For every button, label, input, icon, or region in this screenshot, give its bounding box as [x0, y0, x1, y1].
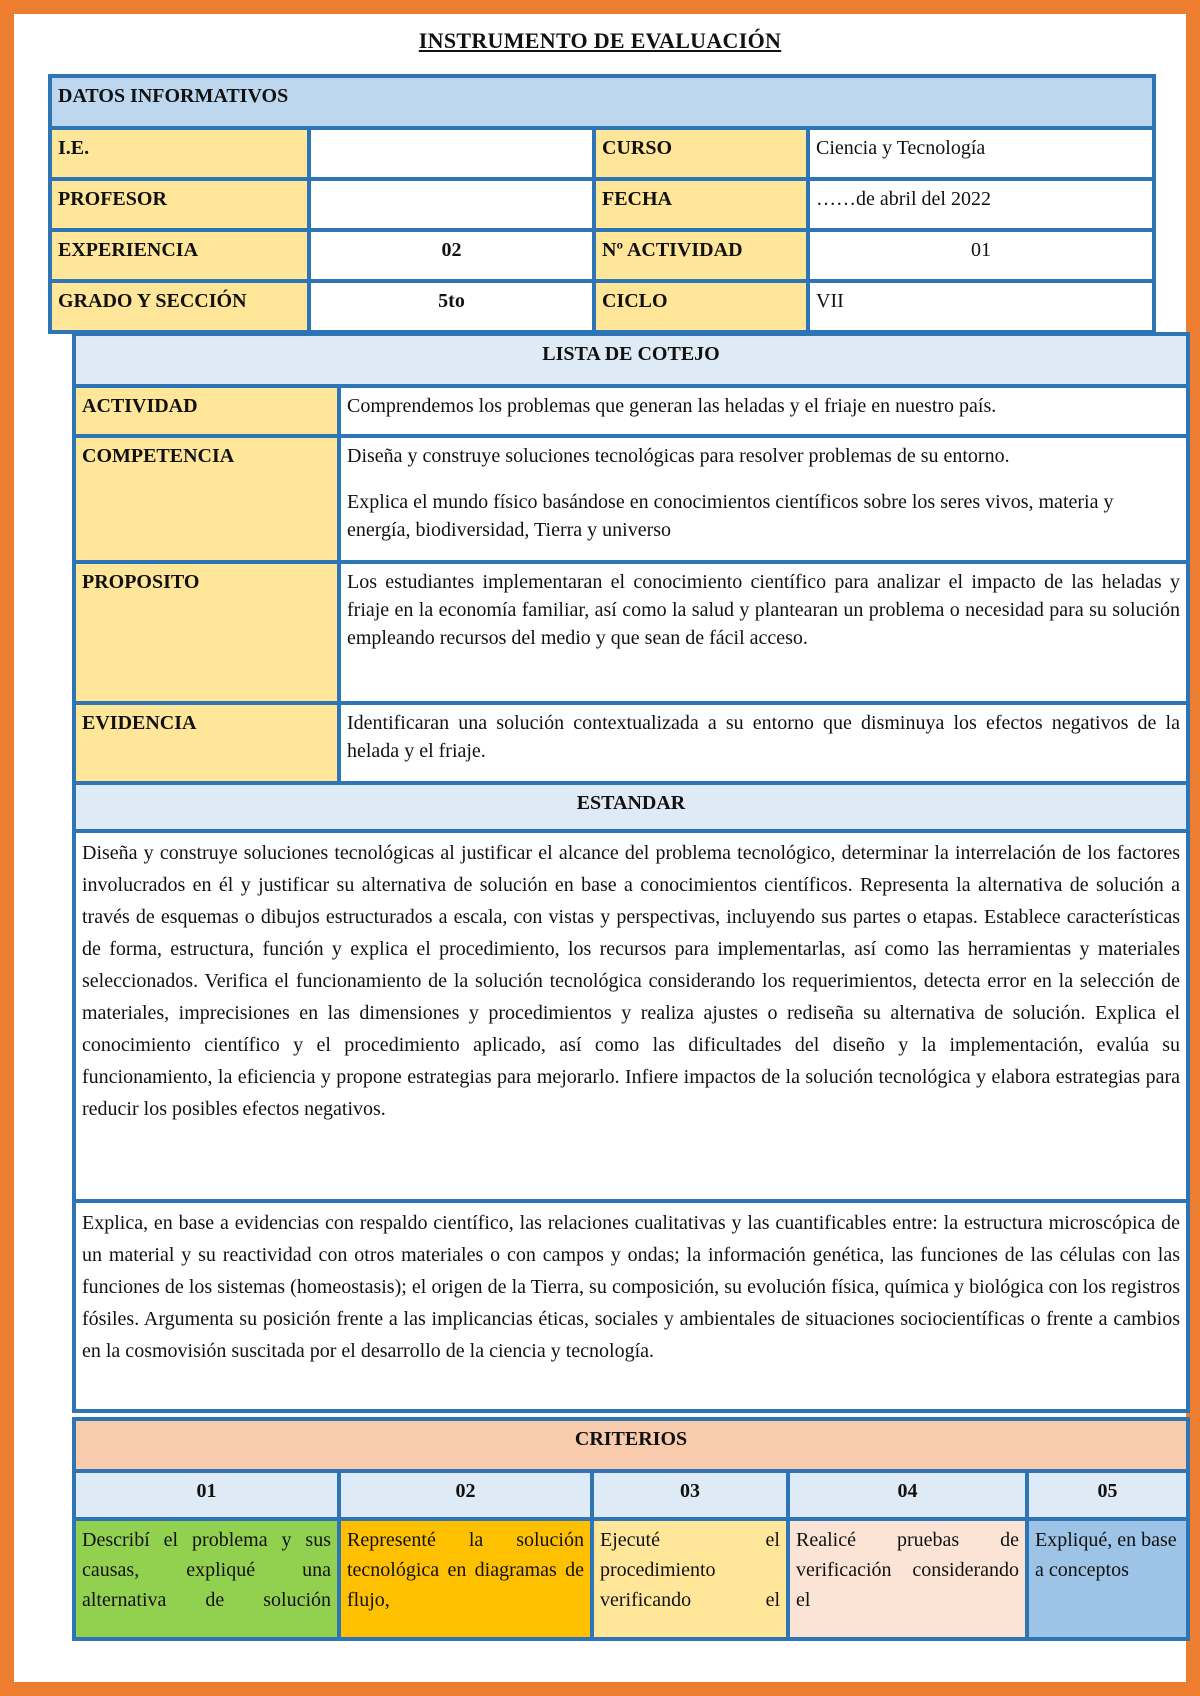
ie-value: [309, 128, 594, 179]
document-title: INSTRUMENTO DE EVALUACIÓN: [418, 28, 782, 53]
criterio-num: 03: [592, 1471, 788, 1519]
fecha-value: ……de abril del 2022: [808, 179, 1154, 230]
datos-informativos-table: [48, 74, 1156, 334]
criterio-text: Representé la solución tecnológica en diagramas de flujo,: [347, 1529, 584, 1611]
criterio-text: Expliqué, en base a conceptos: [1035, 1529, 1177, 1581]
evidencia-text: Identificaran una solución contextualizada a su entorno que disminuya los efectos negativos de la helada y el friaje.: [339, 703, 1188, 783]
criterio-num: 05: [1027, 1471, 1188, 1519]
criterio-cell: [788, 1519, 1027, 1639]
curso-label: CURSO: [594, 128, 808, 179]
datos-heading: DATOS INFORMATIVOS: [50, 76, 1154, 128]
profesor-label: PROFESOR: [50, 179, 309, 230]
profesor-value: [309, 179, 594, 230]
actividad-label: ACTIVIDAD: [74, 386, 339, 436]
competencia-cell: [339, 436, 1188, 562]
experiencia-label: EXPERIENCIA: [50, 230, 309, 281]
fecha-label: FECHA: [594, 179, 808, 230]
actividad-num-value: 01: [808, 230, 1154, 281]
actividad-text: Comprendemos los problemas que generan las heladas y el friaje en nuestro país.: [339, 386, 1188, 436]
estandar-text-1: Diseña y construye soluciones tecnológicas al justificar el alcance del problema tecnológico, determinar la interrelación de los factores involucrados en él y justificar su alternativa de solución en base a conocimientos científicos. Representa la alternativa de solución a través de esquemas o dibujos estructurados a escala, con vistas y perspectivas, incluyendo sus partes o etapas. Establece características de forma, estructura, función y explica el procedimiento, los recursos para implementarlas, así como las herramientas y materiales seleccionados. Verifica el funcionamiento de la solución tecnológica considerando los requerimientos, detecta error en la selección de materiales, imprecisiones en las dimensiones y procedimientos y realiza ajustes o rediseña su alternativa de solución. Explica el conocimiento científico y el procedimiento aplicado, así como las dificultades del diseño y la implementación, evalúa su funcionamiento, la eficiencia y propone estrategias para mejorarlo. Infiere impactos de la solución tecnológica y elabora estrategias para reducir los posibles efectos negativos.: [74, 831, 1188, 1201]
competencia-text-2: Explica el mundo físico basándose en conocimientos científicos sobre los seres vivos, materia y energía, biodiversidad, Tierra y universo: [347, 491, 1114, 541]
criterio-num: 01: [74, 1471, 339, 1519]
actividad-num-label: Nº ACTIVIDAD: [594, 230, 808, 281]
criterio-cell: [1027, 1519, 1188, 1639]
competencia-label: COMPETENCIA: [74, 436, 339, 562]
ciclo-label: CICLO: [594, 281, 808, 332]
evidencia-label: EVIDENCIA: [74, 703, 339, 783]
criterio-num: 04: [788, 1471, 1027, 1519]
ciclo-value: VII: [808, 281, 1154, 332]
criterio-text: Realicé pruebas de verificación considerando el: [796, 1529, 1019, 1611]
criterio-cell: [592, 1519, 788, 1639]
ie-label: I.E.: [50, 128, 309, 179]
lista-cotejo-heading: LISTA DE COTEJO: [74, 334, 1188, 386]
competencia-text-1: Diseña y construye soluciones tecnológicas para resolver problemas de su entorno.: [347, 445, 1010, 467]
proposito-text: Los estudiantes implementaran el conocimiento científico para analizar el impacto de las heladas y friaje en la economía familiar, así como la salud y plantearan un problema o necesidad para su solución empleando recursos del medio y que sean de fácil acceso.: [339, 562, 1188, 703]
criterio-num: 02: [339, 1471, 592, 1519]
grado-value: 5to: [309, 281, 594, 332]
estandar-heading: ESTANDAR: [74, 783, 1188, 831]
criterio-cell: [74, 1519, 339, 1639]
criterio-text: Describí el problema y sus causas, expliqué una alternativa de solución: [82, 1529, 331, 1611]
criterios-heading: CRITERIOS: [74, 1419, 1188, 1471]
experiencia-value: 02: [309, 230, 594, 281]
criterio-text: Ejecuté el procedimiento verificando el: [600, 1529, 780, 1611]
criterios-table: [72, 1417, 1190, 1641]
lista-cotejo-table: [72, 332, 1190, 1413]
grado-label: GRADO Y SECCIÓN: [50, 281, 309, 332]
criterio-cell: [339, 1519, 592, 1639]
proposito-label: PROPOSITO: [74, 562, 339, 703]
curso-value: Ciencia y Tecnología: [808, 128, 1154, 179]
estandar-text-2: Explica, en base a evidencias con respaldo científico, las relaciones cualitativas y las cuantificables entre: la estructura microscópica de un material y su reactividad con otros materiales o con campos y ondas; la información genética, las funciones de las células con las funciones de los sistemas (homeostasis); el origen de la Tierra, su composición, su evolución física, química y biológica con los registros fósiles. Argumenta su posición frente a las implicancias éticas, sociales y ambientales de situaciones sociocientíficas o frente a cambios en la cosmovisión suscitada por el desarrollo de la ciencia y tecnología.: [74, 1201, 1188, 1411]
